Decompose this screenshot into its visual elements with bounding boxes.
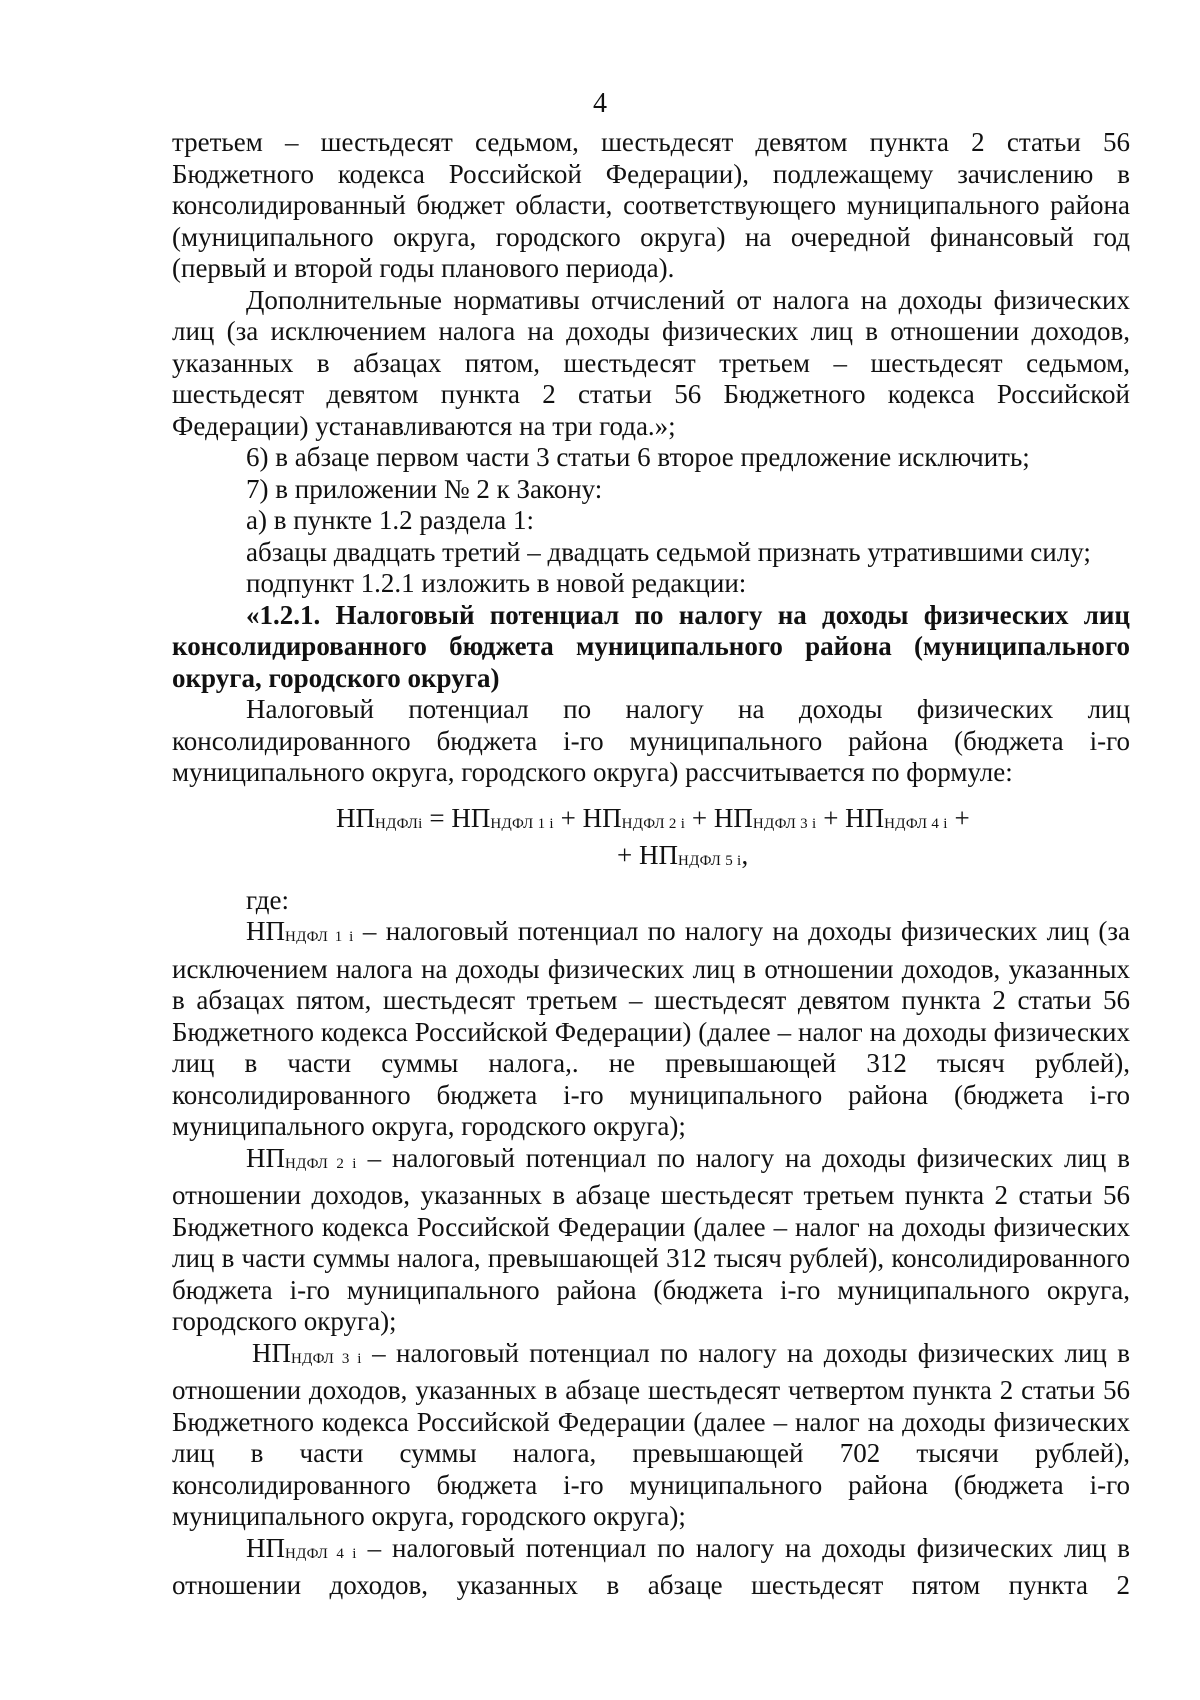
- formula-lhs-base: НП: [336, 802, 375, 833]
- formula-term-3-base: НП: [713, 802, 753, 833]
- formula-plus-3: +: [816, 802, 846, 833]
- definition-4-text: – налоговый потенциал по налогу на доходы физических лиц в отношении доходов, указанных в абзаце шестьдесят пятом пункта 2: [172, 1532, 1131, 1600]
- paragraph-subitem-new-edition: подпункт 1.2.1 изложить в новой редакции:: [246, 568, 747, 598]
- formula-term-4-base: НП: [845, 802, 885, 833]
- formula-term-2-base: НП: [582, 802, 622, 833]
- definition-2-text: – налоговый потенциал по налогу на доходы физических лиц в отношении доходов, указанных в абзаце шестьдесят третьем пункта 2 статьи 56 Бюджетного кодекса Российской Федерации (далее – налог на доходы физических лиц в части суммы налога, превышающей 312 тысяч рублей), консолидированного бюджета i-го муниципального района (бюджета i-го муниципального округа, городского округа);: [172, 1142, 1131, 1336]
- formula-term-5-sub: НДФЛ 5 i: [677, 852, 742, 869]
- definition-1-symbol-sub: НДФЛ 1 i: [285, 929, 354, 945]
- formula-line-1-end: +: [947, 802, 970, 833]
- page-number: 4: [593, 88, 607, 119]
- formula-term-1-base: НП: [451, 802, 491, 833]
- document-body: [172, 127, 1130, 1602]
- formula: [172, 803, 1130, 877]
- formula-term-2-sub: НДФЛ 2 i: [621, 815, 686, 832]
- formula-equals: =: [422, 802, 452, 833]
- paragraph-item-6: 6) в абзаце первом части 3 статьи 6 второе предложение исключить;: [246, 442, 1030, 472]
- definition-1-text: – налоговый потенциал по налогу на доходы физических лиц (за исключением налога на доходы физических лиц в отношении доходов, указанных в абзацах пятом, шестьдесят третьем – шестьдесят девятом пункта 2 статьи 56 Бюджетного кодекса Российской Федерации) (далее – налог на доходы физических лиц в части суммы налога,. не превышающей 312 тысяч рублей), консолидированного бюджета i-го муниципального района (бюджета i-го муниципального округа, городского округа);: [172, 916, 1130, 1141]
- definition-3: [172, 1338, 1130, 1533]
- formula-line-1: [172, 803, 1130, 840]
- formula-term-1-sub: НДФЛ 1 i: [490, 815, 554, 832]
- definition-2-symbol-base: НП: [246, 1142, 285, 1173]
- definition-4-symbol-sub: НДФЛ 4 i: [285, 1545, 357, 1562]
- paragraph-additional-norms: Дополнительные нормативы отчислений от налога на доходы физических лиц (за исключением налога на доходы физических лиц в отношении доходов, указанных в абзацах пятом, шестьдесят третьем – шестьдесят седьмом, шестьдесят девятом пункта 2 статьи 56 Бюджетного кодекса Российской Федерации) устанавливаются на три года.»;: [172, 284, 1130, 441]
- paragraph-where: где:: [246, 884, 289, 915]
- paragraph-paragraphs-void: абзацы двадцать третий – двадцать седьмой признать утратившими силу;: [246, 536, 1091, 567]
- formula-plus-2: +: [685, 802, 714, 833]
- section-heading-1-2-1: «1.2.1. Налоговый потенциал по налогу на доходы физических лиц консолидированного бюджета муниципального района (муниципального округа, городского округа): [172, 599, 1130, 693]
- formula-term-4-sub: НДФЛ 4 i: [884, 815, 948, 832]
- formula-line-2-start: +: [617, 839, 639, 870]
- definition-3-text: – налоговый потенциал по налогу на доходы физических лиц в отношении доходов, указанных в абзаце шестьдесят четвертом пункта 2 статьи 56 Бюджетного кодекса Российской Федерации (далее – налог на доходы физических лиц в части суммы налога, превышающей 702 тысячи рублей), консолидированного бюджета i-го муниципального района (бюджета i-го муниципального округа, городского округа);: [172, 1337, 1131, 1531]
- formula-term-3-sub: НДФЛ 3 i: [752, 815, 817, 832]
- definition-1: [172, 916, 1130, 1143]
- definition-4: [172, 1533, 1130, 1602]
- formula-term-5-base: НП: [638, 839, 678, 870]
- definition-3-symbol-sub: НДФЛ 3 i: [291, 1350, 362, 1367]
- definition-2: [172, 1143, 1130, 1338]
- formula-line-2: [172, 840, 1130, 877]
- definition-4-symbol-base: НП: [246, 1532, 285, 1563]
- formula-plus-1: +: [553, 802, 583, 833]
- formula-line-2-end: ,: [741, 839, 749, 870]
- paragraph-continuation: третьем – шестьдесят седьмом, шестьдесят девятом пункта 2 статьи 56 Бюджетного кодекса Российской Федерации), подлежащему зачислению в консолидированный бюджет области, соответствующего муниципального района (муниципального округа, городского округа) на очередной финансовый год (первый и второй годы планового периода).: [172, 127, 1130, 283]
- paragraph-item-7: 7) в приложении № 2 к Закону:: [246, 473, 603, 504]
- definition-3-symbol-base: НП: [252, 1337, 291, 1368]
- definition-1-symbol-base: НП: [246, 916, 285, 946]
- definition-2-symbol-sub: НДФЛ 2 i: [285, 1155, 357, 1172]
- paragraph-formula-intro: Налоговый потенциал по налогу на доходы физических лиц консолидированного бюджета i-го муниципального района (бюджета i-го муниципального округа, городского округа) рассчитывается по формуле:: [172, 694, 1130, 787]
- formula-lhs-sub: НДФЛi: [375, 815, 423, 832]
- paragraph-item-a: а) в пункте 1.2 раздела 1:: [246, 505, 535, 535]
